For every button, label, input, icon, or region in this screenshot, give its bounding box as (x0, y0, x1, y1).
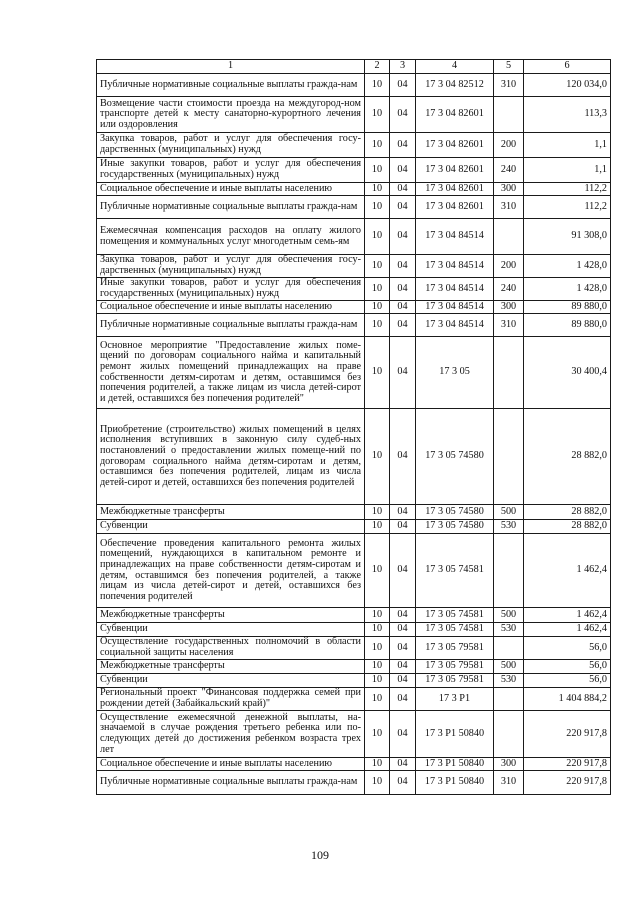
table-row (97, 711, 611, 758)
row-section: 10 (365, 637, 390, 660)
row-target-code: 17 3 04 84514 (416, 255, 494, 278)
row-subsection: 04 (390, 534, 416, 608)
row-name: Осуществление ежемесячной денежной выплаты, на-значаемой в случае рождения третьего ребенка или по-следующих детей до достижения ребенком возраста трех лет (97, 711, 365, 758)
row-section: 10 (365, 623, 390, 637)
row-subsection: 04 (390, 711, 416, 758)
table-row (97, 637, 611, 660)
row-expense-type (494, 409, 524, 505)
row-section: 10 (365, 534, 390, 608)
header-cell-5: 5 (494, 60, 524, 74)
row-section: 10 (365, 219, 390, 255)
table-row (97, 409, 611, 505)
row-section: 10 (365, 505, 390, 520)
table-row (97, 520, 611, 534)
row-target-code: 17 3 04 82601 (416, 196, 494, 219)
row-section: 10 (365, 660, 390, 674)
table-row (97, 534, 611, 608)
row-subsection: 04 (390, 255, 416, 278)
row-subsection: 04 (390, 608, 416, 623)
row-section: 10 (365, 608, 390, 623)
table-row (97, 255, 611, 278)
row-name: Публичные нормативные социальные выплаты гражда-нам (97, 771, 365, 795)
row-expense-type (494, 337, 524, 409)
row-subsection: 04 (390, 278, 416, 301)
row-expense-type (494, 688, 524, 711)
row-section: 10 (365, 674, 390, 688)
row-name: Межбюджетные трансферты (97, 660, 365, 674)
row-amount: 112,2 (524, 183, 611, 196)
row-expense-type: 300 (494, 301, 524, 314)
row-target-code: 17 3 04 84514 (416, 301, 494, 314)
table-row (97, 771, 611, 795)
row-name: Основное мероприятие "Предоставление жилых поме-щений по договорам социального найма и капитальный ремонт жилых помещений принадлежащих на праве собственности детям-сиротам и детям, оставшимся без попечения родителей, а также лицам из числа детей-сирот и детей, оставшихся без попечения родителей" (97, 337, 365, 409)
row-section: 10 (365, 158, 390, 183)
row-amount: 1,1 (524, 133, 611, 158)
row-amount: 220 917,8 (524, 758, 611, 771)
row-amount: 56,0 (524, 637, 611, 660)
row-subsection: 04 (390, 688, 416, 711)
row-subsection: 04 (390, 409, 416, 505)
table-row (97, 505, 611, 520)
row-name: Субвенции (97, 520, 365, 534)
table-header-row (97, 60, 611, 74)
row-expense-type: 530 (494, 520, 524, 534)
row-section: 10 (365, 314, 390, 337)
row-target-code: 17 3 04 82601 (416, 133, 494, 158)
row-expense-type: 310 (494, 196, 524, 219)
row-expense-type (494, 219, 524, 255)
row-expense-type: 300 (494, 758, 524, 771)
row-name: Закупка товаров, работ и услуг для обеспечения госу-дарственных (муниципальных) нужд (97, 255, 365, 278)
row-subsection: 04 (390, 660, 416, 674)
row-expense-type: 310 (494, 771, 524, 795)
row-amount: 113,3 (524, 97, 611, 133)
row-name: Региональный проект "Финансовая поддержка семей при рождении детей (Забайкальский край)" (97, 688, 365, 711)
row-target-code: 17 3 P1 (416, 688, 494, 711)
row-section: 10 (365, 301, 390, 314)
row-name: Субвенции (97, 623, 365, 637)
header-cell-3: 3 (390, 60, 416, 74)
row-target-code: 17 3 P1 50840 (416, 711, 494, 758)
row-amount: 56,0 (524, 674, 611, 688)
header-cell-6: 6 (524, 60, 611, 74)
row-target-code: 17 3 05 79581 (416, 674, 494, 688)
row-expense-type (494, 97, 524, 133)
row-section: 10 (365, 409, 390, 505)
row-target-code: 17 3 05 (416, 337, 494, 409)
table-row (97, 314, 611, 337)
row-target-code: 17 3 04 82601 (416, 183, 494, 196)
row-section: 10 (365, 758, 390, 771)
row-target-code: 17 3 05 79581 (416, 637, 494, 660)
row-target-code: 17 3 04 84514 (416, 278, 494, 301)
row-subsection: 04 (390, 771, 416, 795)
row-subsection: 04 (390, 674, 416, 688)
row-target-code: 17 3 05 74581 (416, 608, 494, 623)
row-name: Публичные нормативные социальные выплаты гражда-нам (97, 314, 365, 337)
row-amount: 1 404 884,2 (524, 688, 611, 711)
row-subsection: 04 (390, 623, 416, 637)
table-row (97, 133, 611, 158)
row-target-code: 17 3 05 74580 (416, 409, 494, 505)
table-row (97, 97, 611, 133)
row-amount: 1,1 (524, 158, 611, 183)
row-subsection: 04 (390, 219, 416, 255)
row-expense-type (494, 637, 524, 660)
row-name: Социальное обеспечение и иные выплаты населению (97, 301, 365, 314)
table-row (97, 183, 611, 196)
row-expense-type (494, 534, 524, 608)
budget-table (96, 59, 611, 795)
row-target-code: 17 3 04 82512 (416, 74, 494, 97)
row-amount: 220 917,8 (524, 771, 611, 795)
row-subsection: 04 (390, 520, 416, 534)
row-section: 10 (365, 337, 390, 409)
row-expense-type: 310 (494, 314, 524, 337)
row-section: 10 (365, 183, 390, 196)
row-amount: 120 034,0 (524, 74, 611, 97)
row-amount: 89 880,0 (524, 301, 611, 314)
row-subsection: 04 (390, 337, 416, 409)
row-subsection: 04 (390, 74, 416, 97)
row-amount: 220 917,8 (524, 711, 611, 758)
row-subsection: 04 (390, 637, 416, 660)
row-target-code: 17 3 P1 50840 (416, 758, 494, 771)
row-name: Социальное обеспечение и иные выплаты населению (97, 758, 365, 771)
row-section: 10 (365, 520, 390, 534)
row-amount: 112,2 (524, 196, 611, 219)
row-section: 10 (365, 74, 390, 97)
table-row (97, 74, 611, 97)
row-section: 10 (365, 196, 390, 219)
row-amount: 28 882,0 (524, 520, 611, 534)
row-expense-type: 240 (494, 278, 524, 301)
header-cell-4: 4 (416, 60, 494, 74)
row-target-code: 17 3 04 82601 (416, 97, 494, 133)
row-target-code: 17 3 05 74580 (416, 505, 494, 520)
row-amount: 1 428,0 (524, 278, 611, 301)
row-expense-type: 200 (494, 133, 524, 158)
row-section: 10 (365, 771, 390, 795)
row-expense-type: 500 (494, 608, 524, 623)
row-amount: 1 462,4 (524, 534, 611, 608)
table-row (97, 337, 611, 409)
row-name: Субвенции (97, 674, 365, 688)
table-row (97, 660, 611, 674)
row-amount: 1 462,4 (524, 608, 611, 623)
row-name: Публичные нормативные социальные выплаты гражда-нам (97, 74, 365, 97)
table-row (97, 278, 611, 301)
row-name: Межбюджетные трансферты (97, 608, 365, 623)
row-section: 10 (365, 278, 390, 301)
row-name: Возмещение части стоимости проезда на междугород-ном транспорте детей к месту санаторно-курортного лечения или оздоровления (97, 97, 365, 133)
row-amount: 30 400,4 (524, 337, 611, 409)
table-row (97, 301, 611, 314)
row-name: Публичные нормативные социальные выплаты гражда-нам (97, 196, 365, 219)
table-row (97, 674, 611, 688)
row-subsection: 04 (390, 301, 416, 314)
row-expense-type: 530 (494, 623, 524, 637)
row-section: 10 (365, 688, 390, 711)
row-name: Социальное обеспечение и иные выплаты населению (97, 183, 365, 196)
table-row (97, 196, 611, 219)
row-amount: 89 880,0 (524, 314, 611, 337)
row-target-code: 17 3 04 84514 (416, 219, 494, 255)
row-name: Обеспечение проведения капитального ремонта жилых помещений, нуждающихся в капитальном ремонте и принадлежащих на праве собственности детям-сиротам и детям, оставшимся без попечения родителей, а также лицам из числа детей-сирот и детей, оставшихся без попечения родителей (97, 534, 365, 608)
row-section: 10 (365, 711, 390, 758)
row-amount: 56,0 (524, 660, 611, 674)
table-row (97, 623, 611, 637)
row-target-code: 17 3 P1 50840 (416, 771, 494, 795)
row-amount: 91 308,0 (524, 219, 611, 255)
row-name: Ежемесячная компенсация расходов на оплату жилого помещения и коммунальных услуг многодетным семь-ям (97, 219, 365, 255)
table-row (97, 688, 611, 711)
row-subsection: 04 (390, 133, 416, 158)
row-target-code: 17 3 04 84514 (416, 314, 494, 337)
row-name: Приобретение (строительство) жилых помещений в целях исполнения вступивших в законную силу судеб-ных постановлений о предоставлении жилых помеще-ний по договорам социального найма детям-сиротам и детям, оставшимся без попечения родителей, лицам из числа детей-сирот и детей, оставшихся без попечения родителей (97, 409, 365, 505)
row-target-code: 17 3 05 74580 (416, 520, 494, 534)
row-amount: 28 882,0 (524, 409, 611, 505)
row-target-code: 17 3 05 74581 (416, 623, 494, 637)
row-expense-type: 240 (494, 158, 524, 183)
page-number: 109 (311, 848, 329, 862)
row-target-code: 17 3 05 79581 (416, 660, 494, 674)
row-amount: 28 882,0 (524, 505, 611, 520)
row-section: 10 (365, 133, 390, 158)
row-subsection: 04 (390, 196, 416, 219)
table-row (97, 608, 611, 623)
row-name: Иные закупки товаров, работ и услуг для обеспечения государственных (муниципальных) нужд (97, 278, 365, 301)
row-subsection: 04 (390, 183, 416, 196)
row-section: 10 (365, 255, 390, 278)
table-row (97, 758, 611, 771)
row-name: Осуществление государственных полномочий в области социальной защиты населения (97, 637, 365, 660)
header-cell-2: 2 (365, 60, 390, 74)
row-expense-type: 500 (494, 660, 524, 674)
row-subsection: 04 (390, 314, 416, 337)
row-name: Закупка товаров, работ и услуг для обеспечения госу-дарственных (муниципальных) нужд (97, 133, 365, 158)
row-subsection: 04 (390, 158, 416, 183)
row-amount: 1 462,4 (524, 623, 611, 637)
row-expense-type (494, 711, 524, 758)
row-amount: 1 428,0 (524, 255, 611, 278)
row-expense-type: 200 (494, 255, 524, 278)
header-cell-1: 1 (97, 60, 365, 74)
row-expense-type: 530 (494, 674, 524, 688)
row-name: Иные закупки товаров, работ и услуг для обеспечения государственных (муниципальных) нужд (97, 158, 365, 183)
row-subsection: 04 (390, 505, 416, 520)
table-row (97, 219, 611, 255)
row-section: 10 (365, 97, 390, 133)
row-target-code: 17 3 04 82601 (416, 158, 494, 183)
table-row (97, 158, 611, 183)
row-subsection: 04 (390, 758, 416, 771)
row-expense-type: 310 (494, 74, 524, 97)
row-name: Межбюджетные трансферты (97, 505, 365, 520)
row-expense-type: 300 (494, 183, 524, 196)
row-target-code: 17 3 05 74581 (416, 534, 494, 608)
row-subsection: 04 (390, 97, 416, 133)
row-expense-type: 500 (494, 505, 524, 520)
